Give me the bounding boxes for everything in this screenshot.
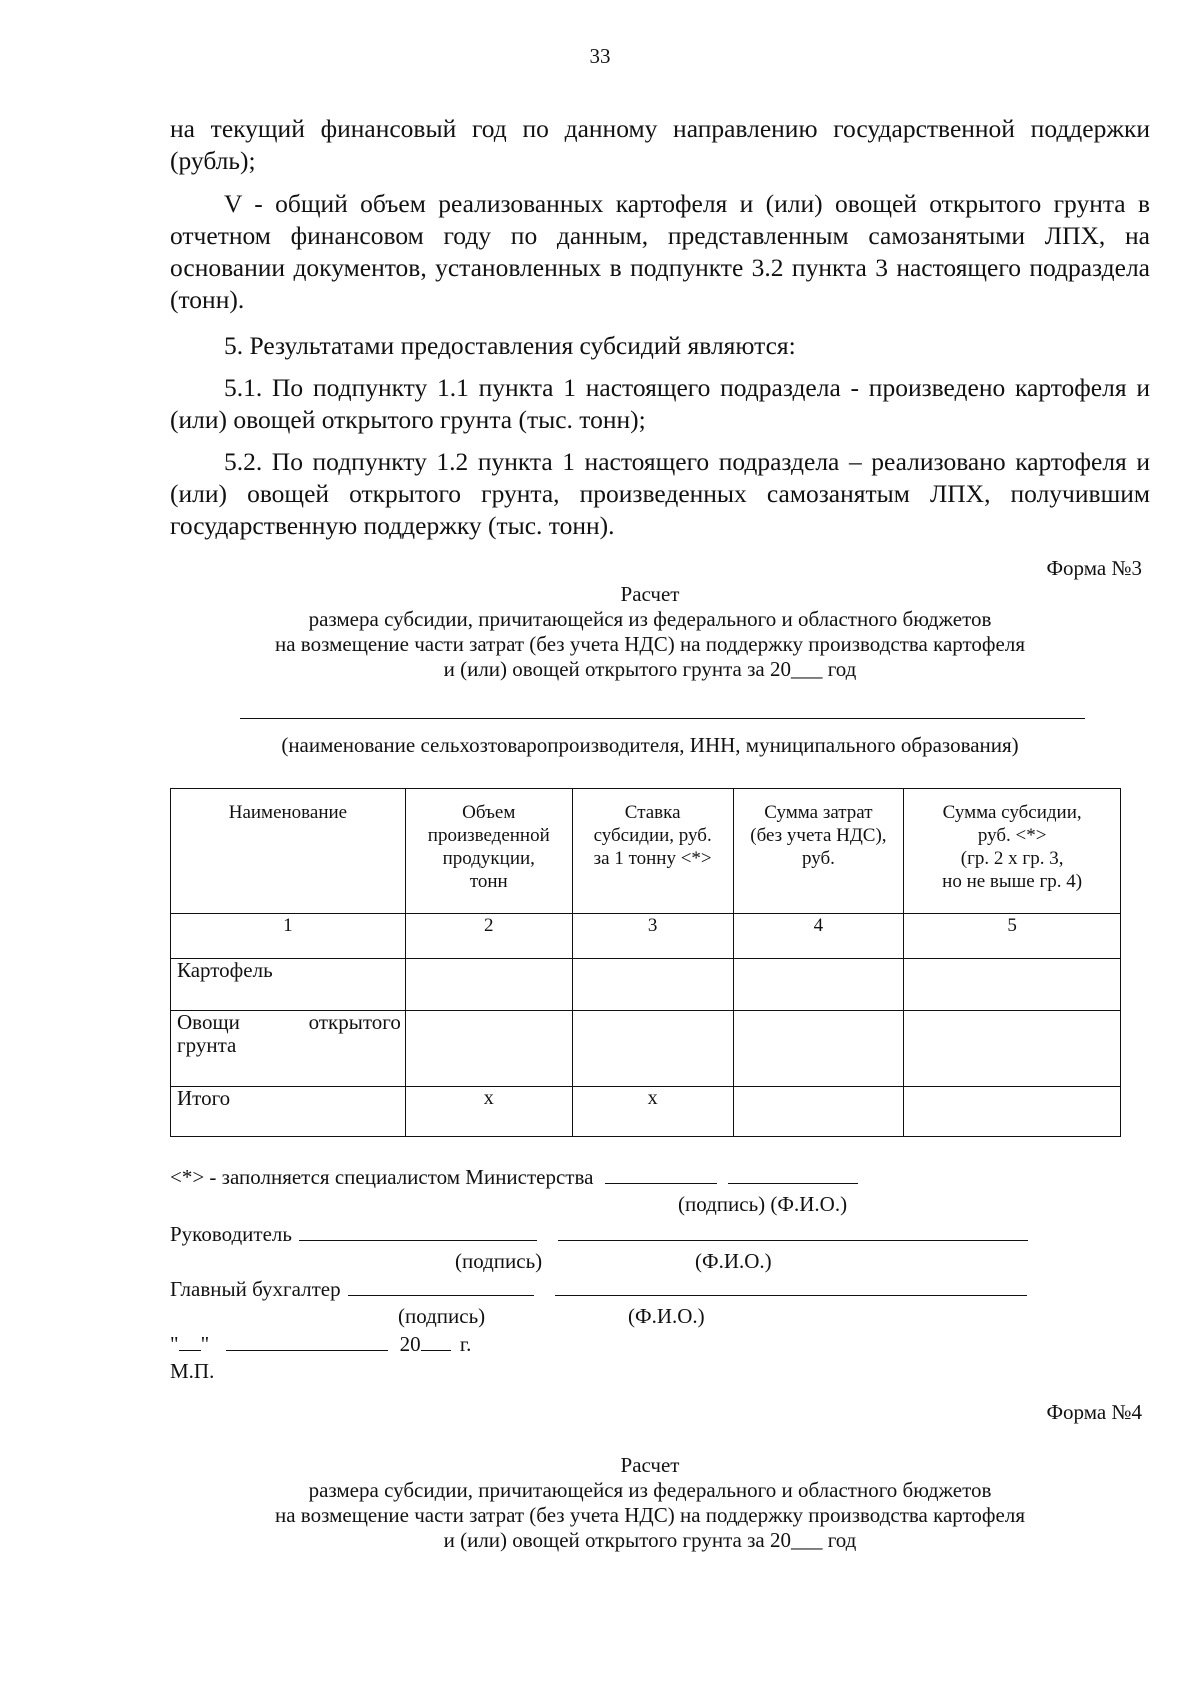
table-cell (904, 1011, 1121, 1087)
head-signature-caption: (подпись) (455, 1249, 543, 1273)
paragraph-result-5-2: 5.2. По подпункту 1.2 пункта 1 настоящего подраздела – реализовано картофеля и (или) овощей открытого грунта, произведенных самозанятым ЛПХ, получившим государственную поддержку (тыс. тонн). (170, 447, 1150, 540)
table-cell (572, 1011, 733, 1087)
table-cell (733, 1011, 904, 1087)
table-cell-crossed: x (572, 1087, 733, 1137)
row-label: Овощи открытого грунта (171, 1011, 406, 1087)
column-number-row (171, 914, 1121, 959)
table-cell (405, 1011, 572, 1087)
column-number: 1 (171, 914, 406, 959)
date-year-line (421, 1332, 451, 1351)
table-header-row (171, 789, 1121, 914)
form3-subtitle-1: размера субсидии, причитающейся из федерального и областного бюджетов (308, 607, 992, 631)
row-label: Картофель (171, 959, 406, 1011)
row-label: Итого (171, 1087, 406, 1137)
paragraph-v-definition: V - общий объем реализованных картофеля и (или) овощей открытого грунта в отчетном финансовом году по данным, представленным самозанятыми ЛПХ, на основании документов, установленных в подпункте 3.2 пункта 3 настоящего подраздела (тонн). (170, 189, 1150, 314)
table-cell (572, 959, 733, 1011)
accountant-signature-caption: (подпись) (398, 1304, 486, 1328)
table-cell (733, 959, 904, 1011)
table-cell-crossed: x (405, 1087, 572, 1137)
form4-label: Форма №4 (1046, 1400, 1142, 1424)
date-month-line (226, 1332, 388, 1351)
table-row-total (171, 1087, 1121, 1137)
footnote-text: <*> - заполняется специалистом Министерства (170, 1165, 594, 1189)
form3-subtitle-3: и (или) овощей открытого грунта за 20___ год (443, 657, 857, 681)
footnote-signature-line (605, 1165, 717, 1184)
footnote-signature-caption: (подпись) (Ф.И.О.) (678, 1192, 848, 1216)
head-label: Руководитель (170, 1222, 292, 1246)
accountant-fio-line (555, 1277, 1027, 1296)
form4-subtitle-3: и (или) овощей открытого грунта за 20___ год (443, 1528, 857, 1552)
table-cell (405, 959, 572, 1011)
form3-label: Форма №3 (1046, 556, 1142, 580)
table-row-vegetables (171, 1011, 1121, 1087)
form4-subtitle-1: размера субсидии, причитающейся из федерального и областного бюджетов (308, 1478, 992, 1502)
paragraph-result-5-1: 5.1. По подпункту 1.1 пункта 1 настоящего подраздела - произведено картофеля и (или) овощей открытого грунта (тыс. тонн); (170, 373, 1150, 434)
page-number: 33 (589, 44, 611, 68)
accountant-signature (170, 1277, 1027, 1301)
head-fio-caption: (Ф.И.О.) (695, 1249, 772, 1273)
table-cell (733, 1087, 904, 1137)
table-row-potato (171, 959, 1121, 1011)
table-cell (904, 1087, 1121, 1137)
header-name: Наименование (171, 789, 406, 914)
form4-heading (150, 1453, 1150, 1553)
form3-title: Расчет (620, 582, 680, 606)
column-number: 5 (904, 914, 1121, 959)
paragraph-continuation: на текущий финансовый год по данному направлению государственной поддержки (рубль); (170, 114, 1150, 175)
head-signature-line (299, 1222, 537, 1241)
head-signature (170, 1222, 1028, 1246)
header-subsidy: Сумма субсидии, руб. <*> (гр. 2 х гр. 3, но не выше гр. 4) (904, 789, 1121, 914)
column-number: 4 (733, 914, 904, 959)
header-volume: Объем произведенной продукции, тонн (405, 789, 572, 914)
date-line: " " 20 г. (170, 1332, 472, 1356)
org-name-line (240, 718, 1085, 719)
form4-title: Расчет (620, 1453, 680, 1477)
accountant-label: Главный бухгалтер (170, 1277, 341, 1301)
date-year: 20 (399, 1332, 421, 1356)
subsidy-calculation-table (170, 788, 1121, 1137)
footnote (170, 1165, 858, 1189)
accountant-signature-line (348, 1277, 534, 1296)
date-day-line (179, 1332, 201, 1351)
header-costs: Сумма затрат (без учета НДС), руб. (733, 789, 904, 914)
header-rate: Ставка субсидии, руб. за 1 тонну <*> (572, 789, 733, 914)
form3-heading (150, 582, 1150, 682)
column-number: 2 (405, 914, 572, 959)
column-number: 3 (572, 914, 733, 959)
head-fio-line (558, 1222, 1028, 1241)
date-suffix: г. (459, 1332, 472, 1356)
form4-subtitle-2: на возмещение части затрат (без учета НДС) на поддержку производства картофеля (275, 1503, 1025, 1527)
table-cell (904, 959, 1121, 1011)
form3-subtitle-2: на возмещение части затрат (без учета НДС) на поддержку производства картофеля (275, 632, 1025, 656)
footnote-fio-line (728, 1165, 858, 1184)
org-caption: (наименование сельхозтоваропроизводителя, ИНН, муниципального образования) (281, 733, 1019, 757)
stamp-place: М.П. (170, 1359, 215, 1383)
accountant-fio-caption: (Ф.И.О.) (628, 1304, 705, 1328)
paragraph-results-heading: 5. Результатами предоставления субсидий являются: (224, 331, 796, 360)
